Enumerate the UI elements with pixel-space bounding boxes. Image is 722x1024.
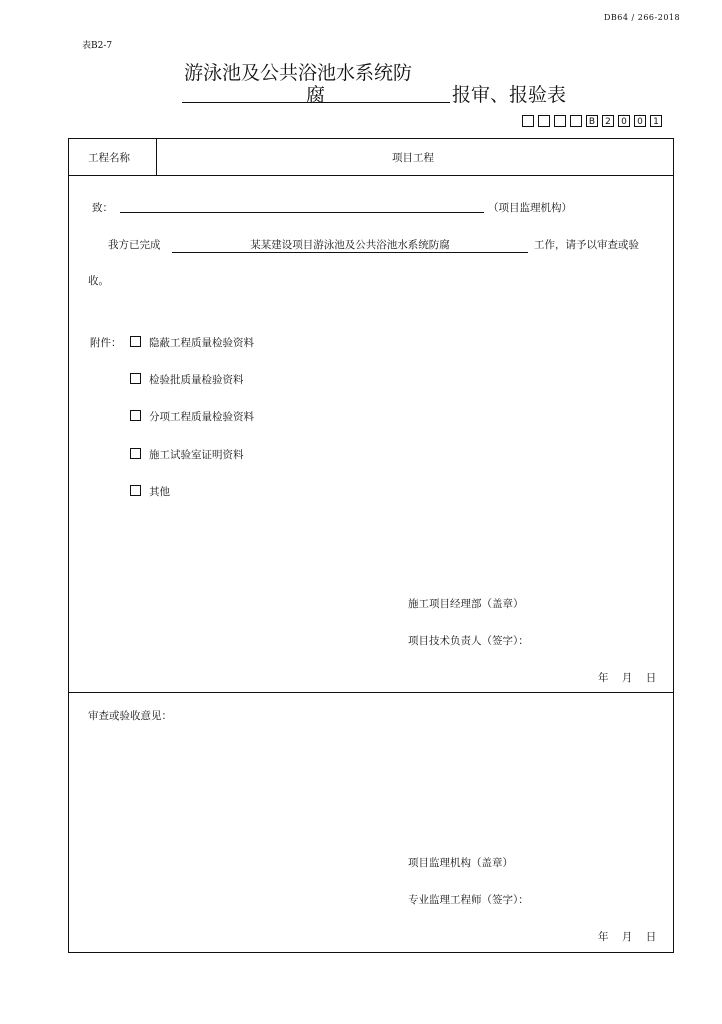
contractor-signer-label[interactable]: 项目技术负责人（签字）：	[408, 635, 529, 647]
attachment-item[interactable]	[130, 484, 170, 499]
attachment-label: 分项工程质量检验资料	[149, 411, 254, 423]
code-box[interactable]: 0	[618, 115, 630, 127]
completed-suffix: 工作，请予以审查或验	[534, 239, 639, 251]
code-box[interactable]: 2	[602, 115, 614, 127]
form-title-suffix: 报审、报验表	[452, 84, 567, 106]
attachment-item[interactable]	[130, 447, 244, 462]
title-fill-value: 腐	[306, 84, 326, 106]
checkbox[interactable]	[130, 410, 141, 421]
completed-prefix: 我方已完成	[108, 239, 161, 251]
section-divider	[68, 692, 674, 693]
review-opinion-label: 审查或验收意见：	[88, 710, 172, 722]
attachment-label: 施工试验室证明资料	[149, 449, 244, 461]
to-field[interactable]	[120, 200, 484, 213]
attachment-item[interactable]	[130, 372, 244, 387]
form-frame	[68, 138, 674, 953]
supervisor-date[interactable]: 年 月 日	[598, 931, 657, 943]
completed-work-field[interactable]: 某某建设项目游泳池及公共浴池水系统防腐	[172, 237, 528, 253]
form-number: 表B2-7	[82, 41, 113, 51]
form-title-line1: 游泳池及公共浴池水系统防	[184, 62, 413, 84]
checkbox[interactable]	[130, 448, 141, 459]
supervisor-seal-label: 项目监理机构（盖章）	[408, 857, 513, 869]
attachments-label: 附件：	[90, 337, 122, 349]
contractor-date[interactable]: 年 月 日	[598, 672, 657, 684]
code-box[interactable]	[554, 115, 566, 127]
attachment-label: 隐蔽工程质量检验资料	[149, 337, 254, 349]
project-name-label: 工程名称	[88, 152, 130, 164]
project-name-value[interactable]: 项目工程	[392, 152, 434, 164]
checkbox[interactable]	[130, 485, 141, 496]
attachment-item[interactable]	[130, 335, 254, 350]
attachment-label: 其他	[149, 486, 170, 498]
code-box[interactable]: B	[586, 115, 598, 127]
checkbox[interactable]	[130, 336, 141, 347]
attachment-label: 检验批质量检验资料	[149, 374, 244, 386]
form-code-boxes	[522, 115, 662, 127]
to-label: 致：	[92, 202, 113, 214]
checkbox[interactable]	[130, 373, 141, 384]
code-box[interactable]	[570, 115, 582, 127]
standard-code: DB64 / 266-2018	[604, 13, 681, 22]
supervisor-signer-label[interactable]: 专业监理工程师（签字）：	[408, 894, 529, 906]
code-box[interactable]	[538, 115, 550, 127]
attachment-item[interactable]	[130, 409, 254, 424]
row-divider	[68, 175, 674, 176]
to-suffix: （项目监理机构）	[488, 202, 572, 214]
contractor-seal-label: 施工项目经理部（盖章）	[408, 598, 524, 610]
code-box[interactable]: 1	[650, 115, 662, 127]
code-box[interactable]: 0	[634, 115, 646, 127]
column-divider	[156, 138, 157, 175]
code-box[interactable]	[522, 115, 534, 127]
completed-continued: 收。	[88, 275, 109, 287]
